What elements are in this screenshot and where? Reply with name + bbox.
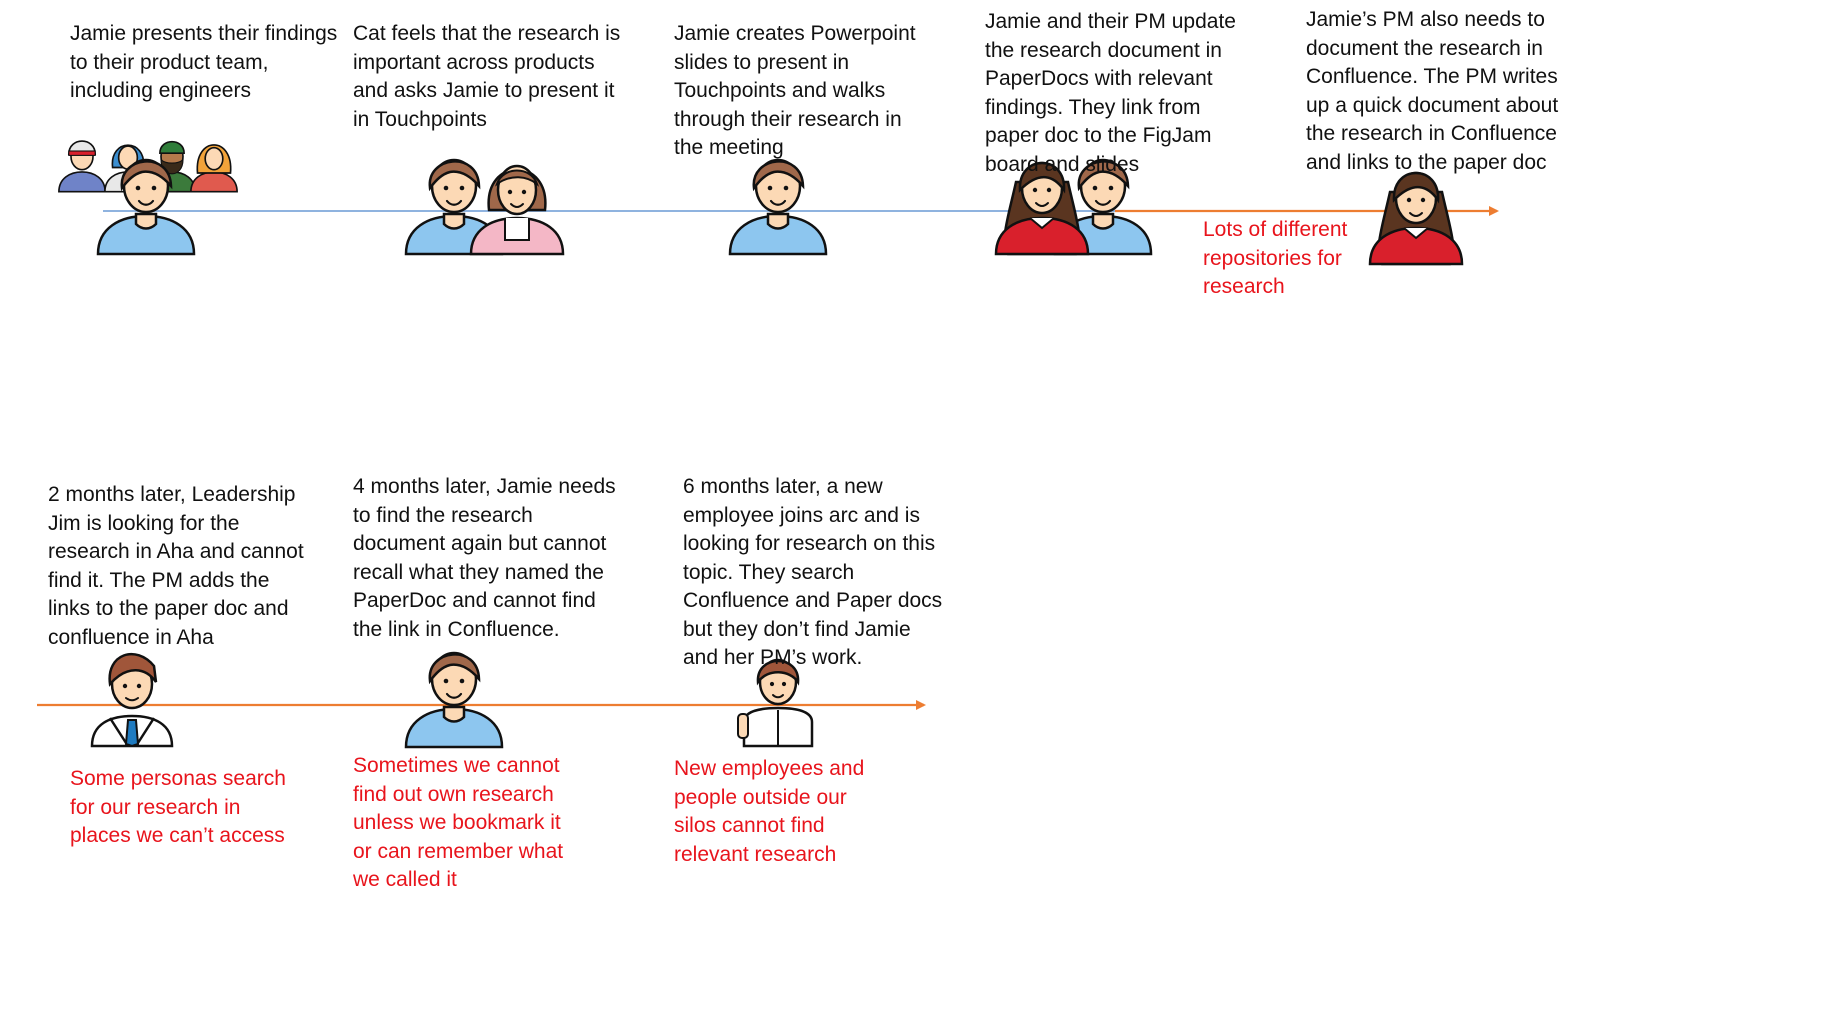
leader-icon [92,654,172,746]
researcher-icon [406,653,502,747]
pain-point-inaccessible-places: Some personas search for our research in places we can’t access [70,767,286,847]
step-caption-confluence-doc: Jamie’s PM also needs to document the research in Confluence. The PM writes up a quick document about the research in Confluence and links to the paper doc [1306,8,1559,174]
new-employee-icon [738,660,812,746]
pm-icon [1370,173,1462,264]
two-people-icon [406,160,563,254]
pain-point-cannot-find-own-research: Sometimes we cannot find out own research unless we bookmark it or can remember what we called it [353,754,564,891]
pain-point-silos: New employees and people outside our silos cannot find relevant research [674,757,865,866]
team-group-icon [59,141,237,254]
step-caption-paperdocs-update: Jamie and their PM update the research document in PaperDocs with relevant findings. They link from paper doc to the FigJam board and slides [985,10,1236,176]
presenter-icon [730,160,826,254]
step-caption-new-employee-search: 6 months later, a new employee joins arc and is looking for research on this topic. They search Confluence and Paper docs but they don’t find Jamie and her PM’s work. [683,475,943,669]
pain-point-repositories: Lots of different repositories for research [1203,218,1348,298]
step-caption-jamie-search: 4 months later, Jamie needs to find the research document again but cannot recall what they named the PaperDoc and cannot find the link in Confluence. [353,475,616,641]
step-caption-team-presentation: Jamie presents their findings to their product team, including engineers [70,22,338,102]
step-caption-cat-request: Cat feels that the research is important across products and asks Jamie to present it in Touchpoints [353,22,621,131]
step-caption-touchpoints-slides: Jamie creates Powerpoint slides to present in Touchpoints and walks through their research in the meeting [674,22,916,159]
step-caption-leadership-search: 2 months later, Leadership Jim is looking for the research in Aha and cannot find it. The PM adds the links to the paper doc and confluence in Aha [48,483,304,649]
